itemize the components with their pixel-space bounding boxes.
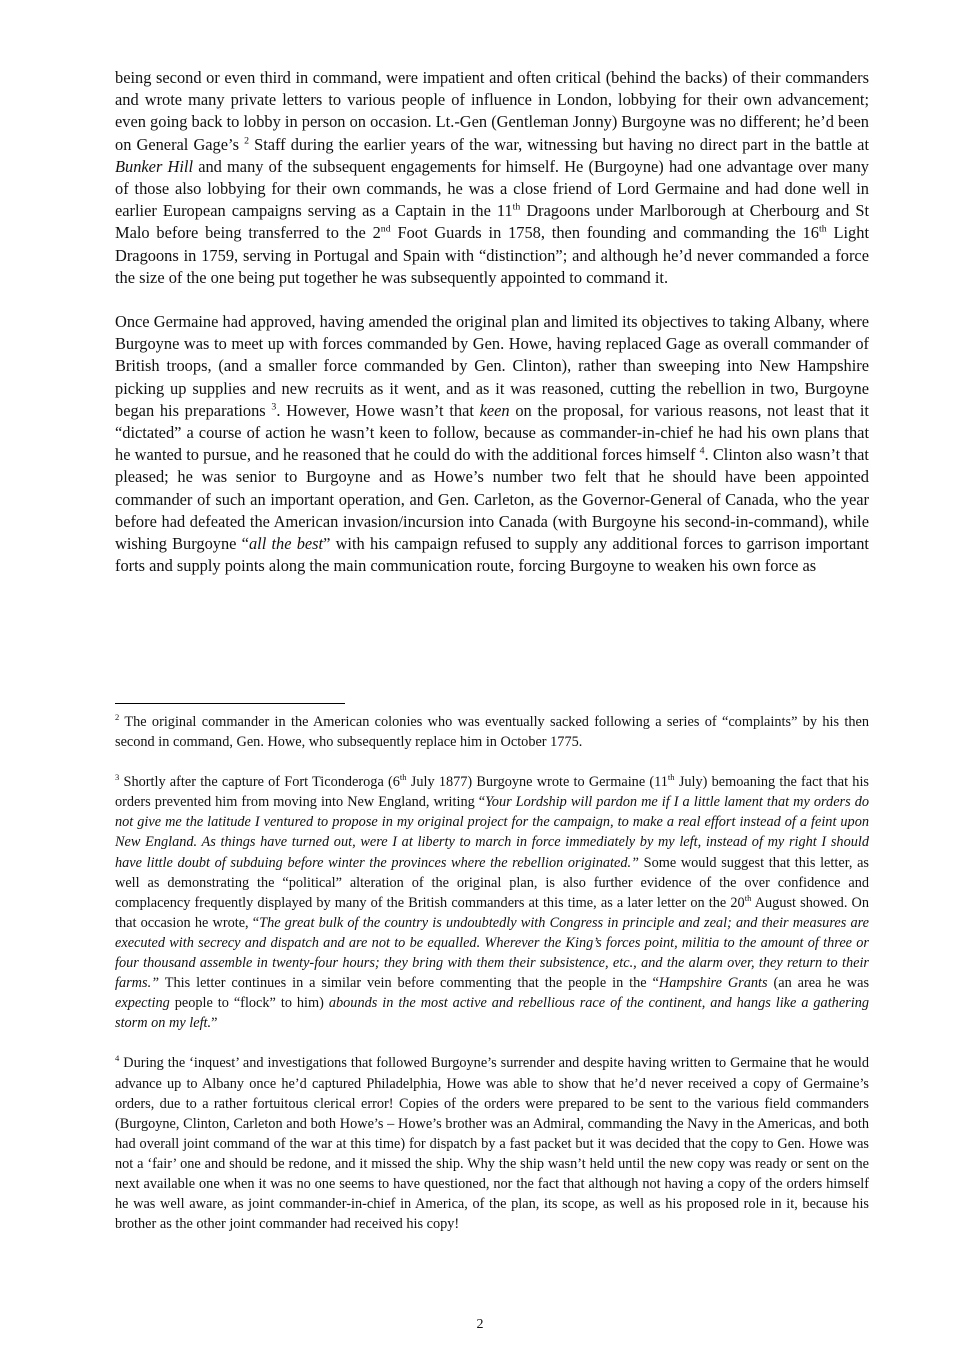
footnote-ref: 3 [271,401,277,413]
paragraph: Once Germaine had approved, having amended the original plan and limited its objectives to taking Albany, where Burgoyne was to meet up with forces commanded by Gen. Howe, having replaced Gage as overall commander of British troops, (and a smaller force commanded by Gen. Clinton), rather than sweeping into New Hampshire picking up supplies and new recruits as it went, and as it was reasoned, cutting the rebellion in two, Burgoyne began his preparations $^3$. However, Howe wasn’t that keen on the proposal, for various reasons, not least that it “dictated” a course of action he wasn’t keen to follow, because as commander-in-chief he had his own plans that he wanted to pursue, and he reasoned that he could do with the additional forces himself $^4$. Clinton also wasn’t that pleased; he was senior to Burgoyne and as Howe’s number two felt that he should have been appointed commander of such an important operation, and Gen. Carleton, as the Governor-General of Canada, who the year before had defeated the American invasion/incursion into Canada (with Burgoyne his second-in-command), while wishing Burgoyne “all the best” with his campaign refused to supply any additional forces to garrison important forts and supply points along the main communication route, forcing Burgoyne to weaken his own force as [115,312,869,576]
paragraph: being second or even third in command, were impatient and often critical (behind the backs) of their commanders and wrote many private letters to various people of influence in London, lobbying for their own advancement; even going back to lobby in person on occasion. Lt.-Gen (Gentleman Jonny) Burgoyne was no different; he’d been on General Gage’s $^2$ Staff during the earlier years of the war, witnessing but having no direct part in the battle at Bunker Hill and many of the subsequent engagements for himself. He (Burgoyne) had one advantage over many of those also lobbying for their own commands, he was a close friend of Lord Germaine and had done well in earlier European campaigns serving as a Captain in the 11th Dragoons under Marlborough at Cherbourg and St Malo before being transferred to the 2nd Foot Guards in 1758, then founding and commanding the 16th Light Dragoons in 1759, serving in Portugal and Spain with “distinction”; and although he’d never commanded a force the size of the one being put together he was subsequently appointed to command it. [115,68,870,287]
footnotes [115,712,869,1254]
page-number: 2 [476,1317,484,1332]
footnote: $^3$ Shortly after the capture of Fort Ticonderoga (6th July 1877) Burgoyne wrote to Germaine (11th July) bemoaning the fact that his orders prevented him from moving into New England, writing “Your Lordship will pardon me if I a little lament that my orders do not give me the latitude I ventured to propose in my original project for the campaign, to make a real effort instead of a feint upon New England. As things have turned out, were I at liberty to march in force immediately by my left, instead of my right I should have little doubt of subduing before winter the provinces where the rebellion originated.” Some would suggest that this letter, as well as demonstrating the “political” alteration of the original plan, is also further evidence of the over confidence and complacency frequently displayed by many of the British commanders at this time, as a later letter on the 20th August showed. On that occasion he wrote, “The great bulk of the country is undoubtedly with Congress in principle and zeal; and their measures are executed with secrecy and dispatch and are not to be equalled. Wherever the King’s forces point, militia to the amount of three or four thousand assemble in twenty-four hours; they bring with them their subsistence, etc., and the alarm over, they return to their farms.” This letter continues in a similar vein before commenting that the people in the “Hampshire Grants (an area he was expecting people to “flock” to him) abounds in the most active and rebellious race of the continent, and hangs like a gathering storm on my left.” [115,772,870,1032]
footnote: $^4$ During the ‘inquest’ and investigations that followed Burgoyne’s surrender and despite having written to Germaine that he would advance up to Albany once he’d captured Philadelphia, Howe was able to show that he’d never received a copy of Germaine’s orders, due to a rather fortuitous clerical error! Copies of the orders were prepared to be sent to the various field commanders (Burgoyne, Clinton, Carleton and both Howe’s – Howe’s brother was an Admiral, commanding the Navy in the Americas, and both had overall joint command of the war at this time) for dispatch by a fast packet but it was decided that the copy to Gen. Howe was not a ‘fair’ one and should be redone, and it missed the ship. Why the ship wasn’t held until the new copy was ready or sent on the next available one when it was no one seems to have questioned, nor the fact that although not having a copy of the orders himself he was well aware, as joint commander-in-chief in America, of the plan, its scope, as well as his proposed role in it, because his brother as the other joint commander had received his copy! [115,1053,869,1233]
main-text [115,67,869,599]
footnote-separator [115,703,345,704]
footnote-ref: 2 [244,135,249,147]
footnote-ref: 4 [699,445,705,457]
footnote: $^2$ The original commander in the American colonies who was eventually sacked following a series of “complaints” by his then second in command, Gen. Howe, who subsequently replace him in October 1775. [115,712,869,751]
